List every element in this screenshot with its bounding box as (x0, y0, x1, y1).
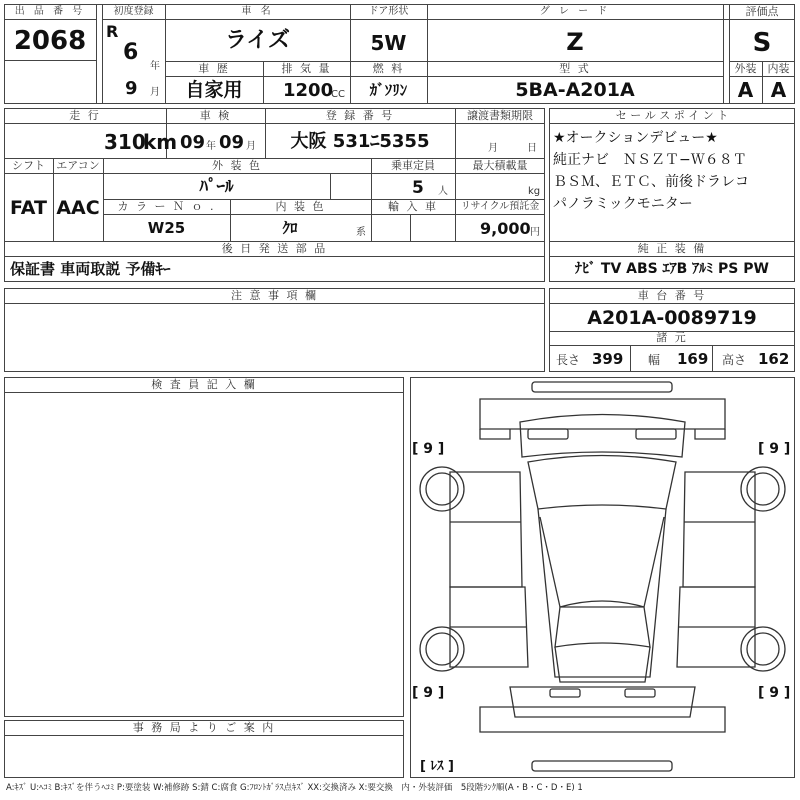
spare-tire: [ ﾚｽ ] (420, 759, 454, 774)
grade-value: Z (566, 28, 584, 56)
tire-rear-left: [ 9 ] (412, 685, 445, 701)
ext-color-value: ﾊﾟｰﾙ (199, 177, 234, 197)
reg-year-unit: 年 (150, 61, 160, 72)
mileage-label: 走 行 (69, 109, 101, 122)
inspector-label: 検 査 員 記 入 欄 (151, 378, 257, 391)
model-value: 5BA-A201A (515, 79, 635, 101)
inspection-label: 車 検 (199, 109, 232, 122)
height-value: 162 (758, 350, 790, 368)
width-label: 幅 (648, 353, 661, 367)
later-parts-label: 後 日 発 送 部 品 (221, 242, 328, 255)
int-color-value: ｸﾛ (282, 219, 298, 237)
reg-year: 6 (123, 40, 139, 65)
aircon-label: エアコン (56, 159, 100, 172)
sales-line: ＢＳＭ、ＥＴＣ、前後ドラレコ (553, 174, 749, 190)
sales-line: パノラミックモニター (553, 196, 693, 212)
recycle-value: 9,000 (480, 219, 531, 238)
specs-label: 諸 元 (656, 331, 688, 344)
recycle-unit: 円 (530, 227, 540, 238)
car-outline-diagram (410, 377, 795, 778)
recycle-label: リサイクル預託金 (460, 201, 540, 212)
office-label: 事 務 局 よ り ご 案 内 (132, 721, 276, 734)
int-color-label: 内 装 色 (275, 200, 326, 213)
later-parts-value: 保証書 車両取説 予備ｷｰ (10, 260, 171, 278)
chassis-number: A201A-0089719 (587, 307, 757, 329)
sales-line: 純正ナビ ＮＳＺＴ−Ｗ６８Ｔ (553, 152, 747, 168)
door-label: ドア形状 (368, 6, 409, 17)
tire-rear-right: [ 9 ] (758, 685, 791, 701)
name-label: 車 名 (241, 6, 274, 17)
int-score: A (770, 78, 787, 102)
plate-label: 登 録 番 号 (325, 109, 395, 122)
door-type: 5W (370, 31, 407, 55)
inspection-year: 09 (180, 132, 206, 153)
shift-label: シフト (12, 159, 45, 172)
inspection-year-unit: 年 (206, 141, 216, 152)
displacement-label: 排 気 量 (281, 62, 332, 75)
inspector-block (4, 377, 404, 717)
int-score-label: 内装 (767, 62, 790, 75)
car-name: ライズ (224, 28, 291, 53)
aircon-value: AAC (56, 197, 100, 219)
history-value: 自家用 (185, 79, 243, 101)
score-label: 評価点 (745, 5, 779, 18)
transfer-month-unit: 月 (488, 143, 498, 154)
width-value: 169 (677, 350, 709, 368)
height-label: 高さ (722, 353, 747, 367)
color-no-value: W25 (147, 219, 186, 237)
transfer-day-unit: 日 (527, 143, 537, 154)
transfer-label: 譲渡書類期限 (467, 109, 533, 122)
equipment-label: 純 正 装 備 (637, 242, 707, 255)
fuel-value: ｶﾞｿﾘﾝ (369, 81, 408, 99)
sales-label: セ ー ル ス ポ イ ン ト (615, 109, 729, 122)
capacity-unit: 人 (438, 186, 448, 197)
import-label: 輸 入 車 (388, 200, 438, 213)
tire-front-right: [ 9 ] (758, 441, 791, 457)
equipment-value: ﾅﾋﾞ TV ABS ｴｱB ｱﾙﾐ PS PW (575, 261, 769, 277)
sales-line: ★オークションデビュー★ (553, 130, 718, 146)
length-value: 399 (592, 350, 624, 368)
inspection-month: 09 (219, 132, 245, 153)
int-color-unit: 系 (356, 227, 366, 238)
displacement-unit: CC (331, 89, 345, 100)
tire-front-left: [ 9 ] (412, 441, 445, 457)
score-value: S (752, 28, 772, 58)
grade-label: グ レ ー ド (539, 6, 611, 17)
mileage-unit: km (143, 130, 178, 154)
legend-text: A:ｷｽﾞ U:ﾍｺﾐ B:ｷｽﾞを伴うﾍｺﾐ P:要塗装 W:補修跡 S:錆 C:腐食 G:ﾌﾛﾝﾄｶﾞﾗｽ点ｷｽﾞ XX:交換済み X:要交換 内・外装評価 5段階ﾗﾝｸ順(A・B・C・D・E) 1 (6, 783, 583, 793)
lot-label: 出 品 番 号 (14, 6, 86, 17)
shift-value: FAT (10, 197, 47, 219)
ext-score: A (737, 78, 754, 102)
fuel-label: 燃 料 (372, 62, 405, 75)
chassis-label: 車 台 番 号 (637, 289, 707, 302)
ext-color-label: 外 装 色 (212, 159, 262, 172)
model-label: 型 式 (559, 62, 591, 75)
lot-number: 2068 (13, 26, 87, 56)
mileage-value: 310 (104, 130, 146, 154)
color-no-label: カ ラ ー Ｎ ｏ . (117, 200, 216, 213)
reg-month-unit: 月 (150, 87, 160, 98)
reg-month: 9 (125, 78, 138, 99)
history-label: 車 歴 (198, 62, 230, 75)
capacity-label: 乗車定員 (391, 159, 435, 172)
reg-era: R (106, 22, 119, 41)
plate-number: 大阪 531ﾆ5355 (290, 131, 430, 152)
length-label: 長さ (556, 353, 581, 367)
caution-label: 注 意 事 項 欄 (231, 289, 318, 302)
ext-score-label: 外装 (734, 62, 757, 75)
reg-label: 初度登録 (113, 6, 154, 17)
displacement-value: 1200 (283, 80, 334, 101)
inspection-month-unit: 月 (246, 141, 256, 152)
maxload-label: 最大積載量 (472, 159, 528, 172)
maxload-unit: kg (528, 186, 541, 197)
capacity-value: 5 (412, 178, 424, 198)
